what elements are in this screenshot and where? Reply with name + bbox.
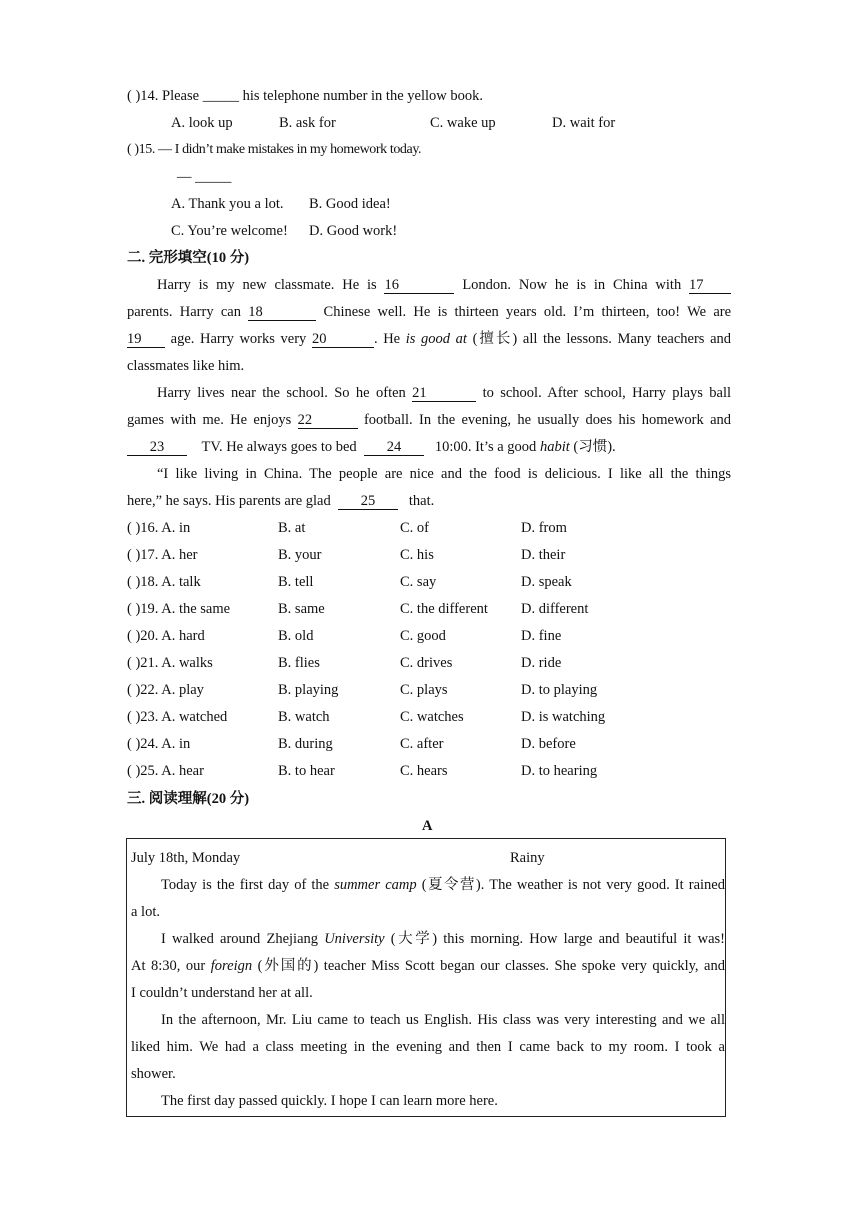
option-row (127, 653, 731, 673)
diary-weather: Rainy (510, 850, 545, 866)
option-row (127, 761, 731, 781)
option-b: B. old (278, 628, 314, 644)
section-3-title: 三. 阅读理解(20 分) (127, 791, 250, 807)
diary-date: July 18th, Monday (131, 850, 241, 866)
option-c: C. of (400, 520, 429, 536)
option-b: B. to hear (278, 763, 335, 779)
option-c: C. watches (400, 709, 464, 725)
option-row (127, 680, 731, 700)
option-c: C. wake up (430, 115, 496, 131)
option-b: B. during (278, 736, 333, 752)
option-d: D. ride (521, 655, 562, 671)
option-d: D. fine (521, 628, 562, 644)
option-b: B. flies (278, 655, 320, 671)
diary-line-3: I walked around Zhejiang University (大学) this morning. How large and beautiful it was! (161, 931, 725, 947)
option-b: B. at (278, 520, 306, 536)
option-c: C. drives (400, 655, 453, 671)
option-c: C. plays (400, 682, 448, 698)
diary-line-2: a lot. (131, 904, 160, 920)
option-c: C. say (400, 574, 437, 590)
question-options-stem: ( )20. A. hard (127, 628, 205, 644)
blank-24: 24 (364, 439, 424, 456)
option-a: A. Thank you a lot. (171, 196, 284, 212)
option-row (127, 518, 731, 538)
blank-18: 18 (248, 304, 316, 321)
cloze-line-1: Harry is my new classmate. He is 16 London. Now he is in China with 17 (127, 275, 731, 295)
diary-line-8: shower. (131, 1066, 176, 1082)
option-d: D. wait for (552, 115, 616, 131)
blank-20: 20 (312, 331, 374, 348)
option-b: B. playing (278, 682, 339, 698)
cloze-line-2: parents. Harry can 18 Chinese well. He is thirteen years old. I’m thirteen, too! We are (127, 304, 732, 320)
diary-line-1: Today is the first day of the summer camp (夏令营). The weather is not very good. It rained (161, 877, 725, 893)
option-row (127, 572, 731, 592)
option-d: D. their (521, 547, 566, 563)
question-15-stem: ( )15. — I didn’t make mistakes in my homework today. (127, 142, 422, 157)
option-d: D. to hearing (521, 763, 598, 779)
cloze-line-4: classmates like him. (127, 358, 245, 374)
option-c: C. You’re welcome! (171, 223, 288, 239)
cloze-line-9: here,” he says. His parents are glad 25 that. (127, 493, 435, 509)
question-options-stem: ( )21. A. walks (127, 655, 213, 671)
question-15-options-row1 (127, 194, 731, 214)
section-2-title: 二. 完形填空(10 分) (127, 250, 250, 266)
question-options-stem: ( )22. A. play (127, 682, 204, 698)
option-d: D. to playing (521, 682, 598, 698)
cloze-line-5: Harry lives near the school. So he often 21 to school. After school, Harry plays ball (157, 385, 732, 401)
option-b: B. Good idea! (309, 196, 391, 212)
cloze-line-3: 19 age. Harry works very 20 . He is good at (擅长) all the lessons. Many teachers and (127, 331, 732, 347)
option-b: B. ask for (279, 115, 336, 131)
option-d: D. before (521, 736, 576, 752)
option-d: D. speak (521, 574, 572, 590)
option-b: B. tell (278, 574, 314, 590)
passage-label: A (422, 818, 433, 834)
option-c: C. the different (400, 601, 488, 617)
blank-25: 25 (338, 493, 398, 510)
diary-line-5: I couldn’t understand her at all. (131, 985, 313, 1001)
diary-line-6: In the afternoon, Mr. Liu came to teach us English. His class was very interesting and we all (161, 1012, 725, 1028)
option-a: A. look up (171, 115, 233, 131)
diary-line-4: At 8:30, our foreign (外国的) teacher Miss Scott began our classes. She spoke very quickly, and (131, 958, 725, 974)
question-options-stem: ( )16. A. in (127, 520, 191, 536)
option-c: C. good (400, 628, 446, 644)
blank-16: 16 (384, 277, 454, 294)
blank-23: 23 (127, 439, 187, 456)
cloze-line-8: “I like living in China. The people are nice and the food is delicious. I like all the things (157, 466, 731, 482)
option-row (127, 707, 731, 727)
option-b: B. watch (278, 709, 330, 725)
option-row (127, 545, 731, 565)
option-c: C. his (400, 547, 434, 563)
option-d: D. is watching (521, 709, 606, 725)
question-15-reply: — _____ (177, 169, 232, 185)
option-row (127, 599, 731, 619)
option-d: D. Good work! (309, 223, 398, 239)
question-15-options-row2 (127, 221, 731, 241)
blank-17: 17 (689, 277, 731, 294)
question-options-stem: ( )17. A. her (127, 547, 198, 563)
diary-line-7: liked him. We had a class meeting in the evening and then I came back to my room. I took a (131, 1039, 725, 1055)
option-row (127, 626, 731, 646)
cloze-line-7: 23 TV. He always goes to bed 24 10:00. It’s a good habit (习惯). (127, 437, 616, 457)
option-d: D. different (521, 601, 589, 617)
question-options-stem: ( )19. A. the same (127, 601, 231, 617)
blank-21: 21 (412, 385, 476, 402)
option-b: B. your (278, 547, 322, 563)
diary-line-9: The first day passed quickly. I hope I can learn more here. (161, 1093, 498, 1109)
question-options-stem: ( )23. A. watched (127, 709, 228, 725)
question-options-stem: ( )25. A. hear (127, 763, 204, 779)
question-14-stem: ( )14. Please _____ his telephone number in the yellow book. (127, 88, 483, 104)
blank-22: 22 (298, 412, 358, 429)
blank-19: 19 (127, 331, 165, 348)
cloze-line-6: games with me. He enjoys 22 football. In the evening, he usually does his homework and (127, 412, 732, 428)
option-d: D. from (521, 520, 567, 536)
option-b: B. same (278, 601, 325, 617)
option-row (127, 734, 731, 754)
question-options-stem: ( )24. A. in (127, 736, 191, 752)
question-14-options (127, 113, 731, 133)
question-options-stem: ( )18. A. talk (127, 574, 201, 590)
option-c: C. after (400, 736, 444, 752)
option-c: C. hears (400, 763, 448, 779)
